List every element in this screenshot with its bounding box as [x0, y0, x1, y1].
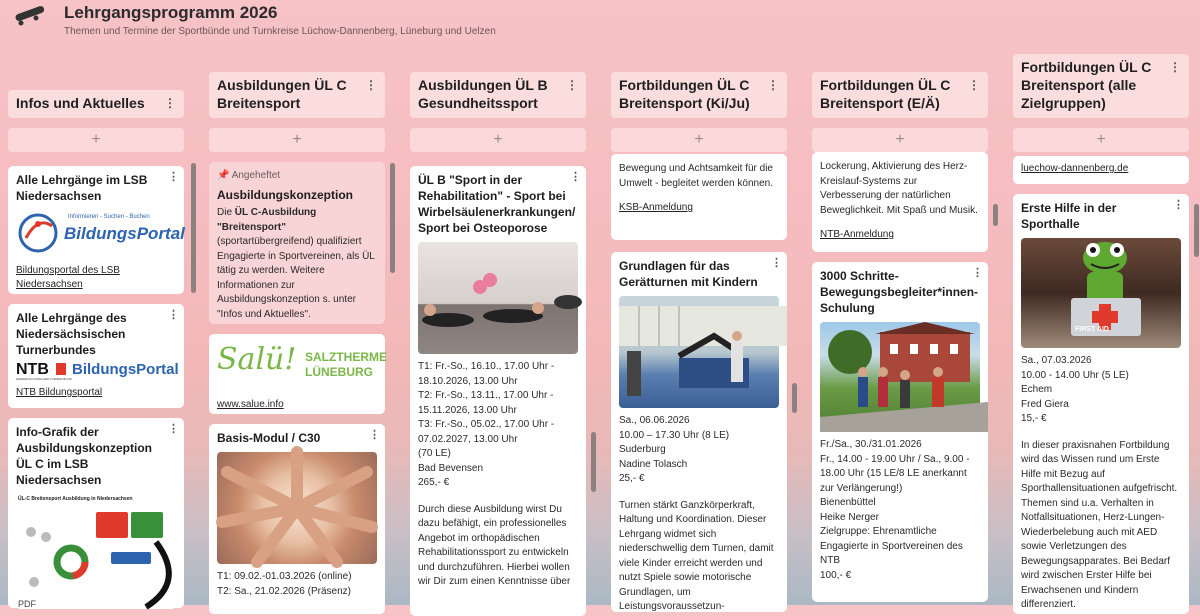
- card-line: (70 LE): [418, 448, 451, 459]
- more-vertical-icon[interactable]: ⋮: [771, 257, 782, 269]
- ntb-link[interactable]: NTB Bildungsportal: [16, 387, 103, 398]
- card[interactable]: [410, 166, 586, 616]
- card-line: Zielgruppe: Ehrenamtliche Engagierte in Sportvereinen des NTB: [820, 526, 963, 566]
- image-label: BildungsPortal: [64, 224, 185, 243]
- bildungsportal-logo: [16, 208, 185, 258]
- image-caption: ÜL-C Breitensport Ausbildung in Niedersachsen: [18, 496, 133, 502]
- column-header[interactable]: [209, 72, 385, 118]
- column-header[interactable]: [812, 72, 988, 118]
- column-title: Ausbildungen ÜL B Gesundheitssport: [418, 77, 548, 111]
- card[interactable]: [8, 166, 184, 294]
- more-vertical-icon[interactable]: ⋮: [767, 78, 779, 92]
- add-post-button[interactable]: +: [8, 128, 184, 152]
- card-line: 10.00 - 14.00 Uhr (5 LE): [1021, 369, 1129, 381]
- card[interactable]: [209, 162, 385, 324]
- card[interactable]: [8, 418, 184, 608]
- column-title: Ausbildungen ÜL C Breitensport: [217, 77, 347, 111]
- add-post-button[interactable]: +: [611, 128, 787, 152]
- more-vertical-icon[interactable]: ⋮: [365, 78, 377, 92]
- card-line: 10.00 – 17.30 Uhr (8 LE): [619, 429, 730, 441]
- column-header[interactable]: [1013, 54, 1189, 118]
- card-line: 265,- €: [418, 477, 450, 488]
- fitness-class-image: [418, 242, 578, 354]
- logo-sub1: SALZTHERME: [305, 350, 387, 364]
- add-post-button[interactable]: +: [812, 128, 988, 152]
- gymnastics-image: [619, 296, 779, 408]
- more-vertical-icon[interactable]: ⋮: [168, 309, 179, 321]
- column-scrollbar[interactable]: [191, 163, 196, 293]
- more-vertical-icon[interactable]: ⋮: [369, 429, 380, 441]
- card-title: Ausbildungskonzeption: [217, 188, 353, 202]
- card-text: Durch diese Ausbildung wirst Du dazu befähigt, ein professionelles Angebot im orthopädischen Rehabilitationssport zu entwickeln und durchzuführen. Hierbei wollen wir Dir zum einen Kenntnisse über: [418, 503, 571, 587]
- column-header[interactable]: [8, 90, 184, 118]
- column-scrollbar[interactable]: [792, 383, 797, 413]
- infografik-image: [16, 494, 176, 609]
- card[interactable]: [209, 334, 385, 414]
- card[interactable]: [611, 154, 787, 240]
- card-line: T1: Fr.-So., 16.10., 17.00 Uhr - 18.10.2026, 13.00 Uhr: [418, 361, 555, 387]
- column-fortbildungen-ea: [812, 0, 992, 605]
- ntb-logo: [16, 360, 179, 382]
- card[interactable]: [1013, 156, 1189, 184]
- more-vertical-icon[interactable]: ⋮: [1173, 199, 1184, 211]
- more-vertical-icon[interactable]: ⋮: [168, 423, 179, 435]
- card-title: Alle Lehrgänge des Niedersächsischen Turnerbundes: [16, 311, 127, 357]
- card-title: Erste Hilfe in der Sporthalle: [1021, 201, 1117, 231]
- more-vertical-icon[interactable]: ⋮: [968, 78, 980, 92]
- card-line: Bad Bevensen: [418, 462, 484, 474]
- card-line: Bienenbüttel: [820, 497, 876, 508]
- ksb-anmeldung-link[interactable]: KSB-Anmeldung: [619, 202, 693, 213]
- card-text: Lockerung, Aktivierung des Herz-Kreislauf-Systems zur Verbesserung der natürlichen Beweglichkeit. Mit Spaß und Musik.: [820, 161, 978, 216]
- column-infos: [8, 0, 188, 609]
- card-line: Fr., 14.00 - 19.00 Uhr / Sa., 9.00 - 18.00 Uhr (15 LE/8 LE anerkannt zur Verlängerung!): [820, 453, 970, 494]
- card[interactable]: [209, 424, 385, 614]
- card[interactable]: [611, 252, 787, 612]
- card-title: Alle Lehrgänge im LSB Niedersachsen: [16, 173, 148, 203]
- add-post-button[interactable]: +: [209, 128, 385, 152]
- card-line: T2: Sa., 21.02.2026 (Präsenz): [217, 585, 351, 597]
- column-fortbildungen-kiju: [611, 0, 791, 612]
- pin-icon: 📌: [217, 170, 230, 181]
- card-line: Echem: [1021, 384, 1053, 395]
- column-title: Fortbildungen ÜL C Breitensport (E/Ä): [820, 77, 951, 111]
- page-scrollbar[interactable]: [1194, 205, 1199, 257]
- add-post-button[interactable]: +: [410, 128, 586, 152]
- more-vertical-icon[interactable]: ⋮: [164, 96, 176, 110]
- more-vertical-icon[interactable]: ⋮: [972, 267, 983, 279]
- pinned-label: 📌 Angeheftet: [217, 170, 281, 181]
- walking-group-image: [820, 322, 980, 432]
- pdf-label: PDF: [18, 599, 36, 609]
- card-title: Info-Grafik der Ausbildungskonzeption ÜL C im LSB Niedersachsen: [16, 425, 152, 487]
- board-subtitle: Themen und Termine der Sportbünde und Turnkreise Lüchow-Dannenberg, Lüneburg und Uelzen: [64, 26, 496, 37]
- card-line: T2: Fr.-So., 13.11., 17.00 Uhr - 15.11.2026, 13.00 Uhr: [418, 390, 554, 416]
- card-line: 25,- €: [619, 473, 645, 484]
- card-line: Sa., 07.03.2026: [1021, 355, 1092, 366]
- column-ausbildungen-ul-c: [209, 0, 389, 605]
- card-line: T1: 09.02.-01.03.2026 (online): [217, 571, 352, 582]
- salue-logo: [217, 340, 387, 388]
- card-line: T3: Fr.-So., 05.02., 17.00 Uhr - 07.02.2027, 13.00 Uhr: [418, 419, 555, 445]
- ksb-website-link[interactable]: luechow-dannenberg.de: [1021, 163, 1129, 174]
- card-title: Basis-Modul / C30: [217, 431, 321, 445]
- card-line: Nadine Tolasch: [619, 458, 688, 470]
- more-vertical-icon[interactable]: ⋮: [168, 171, 179, 183]
- frog-first-aid-image: [1021, 238, 1181, 348]
- logo-wordmark: Salü!: [217, 342, 297, 377]
- image-caption: NIEDERSÄCHSISCHER TURNER-BUND: [16, 377, 72, 381]
- bildungsportal-link[interactable]: Bildungsportal des LSB Niedersachsen: [16, 265, 120, 290]
- card-title: 3000 Schritte-Bewegungsbegleiter*innen-Schulung: [820, 269, 979, 315]
- card-line: 15,- €: [1021, 413, 1047, 424]
- card-line: Heike Nerger: [820, 511, 879, 523]
- add-post-button[interactable]: +: [1013, 128, 1189, 152]
- logo-sub2: LÜNEBURG: [305, 365, 373, 379]
- card-line: Fr./Sa., 30./31.01.2026: [820, 439, 922, 450]
- card[interactable]: [1013, 194, 1189, 614]
- column-scrollbar[interactable]: [591, 432, 596, 492]
- card-text: Turnen stärkt Ganzkörperkraft, Haltung und Koordination. Dieser Lehrgang widmet sich niederschwellig dem Turnen, damit viele Kinder erreicht werden und nutzt Spiele sowie motorische Grundlagen, um Leistungsvoraussetzun-: [619, 499, 774, 612]
- column-ausbildungen-ul-b: [410, 0, 590, 605]
- card-title: ÜL B "Sport in der Rehabilitation" - Sport bei Wirbelsäulenerkrankungen/ Sport bei Osteoporose: [418, 173, 576, 235]
- card[interactable]: [8, 304, 184, 408]
- column-title: Infos und Aktuelles: [16, 95, 145, 111]
- column-scrollbar[interactable]: [993, 204, 998, 226]
- column-header[interactable]: [611, 72, 787, 118]
- card-line: Fred Giera: [1021, 398, 1069, 410]
- more-vertical-icon[interactable]: ⋮: [566, 78, 578, 92]
- image-caption: Informieren - Suchen - Buchen: [68, 214, 150, 220]
- card-text: Bewegung und Achtsamkeit für die Umwelt - begleitet werden können.: [619, 163, 773, 189]
- card[interactable]: [812, 152, 988, 252]
- card-line: 100,- €: [820, 569, 852, 581]
- column-title: Fortbildungen ÜL C Breitensport (Ki/Ju): [619, 77, 750, 111]
- ntb-wordmark: NTB: [16, 361, 49, 378]
- column-header[interactable]: [410, 72, 586, 118]
- more-vertical-icon[interactable]: ⋮: [570, 171, 581, 183]
- board-title: Lehrgangsprogramm 2026: [64, 3, 278, 22]
- image-label: BildungsPortal: [72, 361, 179, 378]
- card-line: Sa., 06.06.2026: [619, 415, 690, 426]
- ntb-anmeldung-link[interactable]: NTB-Anmeldung: [820, 229, 894, 240]
- card-text: Die ÜL C-Ausbildung "Breitensport" (sportartübergreifend) qualifiziert Engagierte in Sportvereinen, als ÜL tätig zu werden. Weitere Informationen zur Ausbildungskonzeption s. unter "Infos und Aktuelles".: [217, 207, 375, 320]
- column-scrollbar[interactable]: [390, 163, 395, 273]
- image-label: FIRST AID: [1075, 326, 1109, 333]
- hands-circle-image: [217, 452, 377, 564]
- salue-link[interactable]: www.salue.info: [217, 399, 284, 410]
- column-fortbildungen-alle: [1013, 0, 1193, 610]
- card-line: Suderburg: [619, 444, 666, 455]
- card[interactable]: [812, 262, 988, 602]
- card-text: In dieser praxisnahen Fortbildung wird das Wissen rund um Erste Hilfe mit Bezug auf Sporthallensituationen aufgefrischt. Themen sind u.a. Verhalten in Notfallsituationen, Herz-Lungen-Wiederbelebung auch mit AED sowie Verletzungen des Bewegungsapparates. Bei Bedarf wird zwischen Erster Hilfe bei Erwachsenen und Kindern differenziert.: [1021, 439, 1178, 610]
- column-title: Fortbildungen ÜL C Breitensport (alle Zielgruppen): [1021, 59, 1152, 111]
- more-vertical-icon[interactable]: ⋮: [1169, 60, 1181, 74]
- card-title: Grundlagen für das Gerätturnen mit Kindern: [619, 259, 758, 289]
